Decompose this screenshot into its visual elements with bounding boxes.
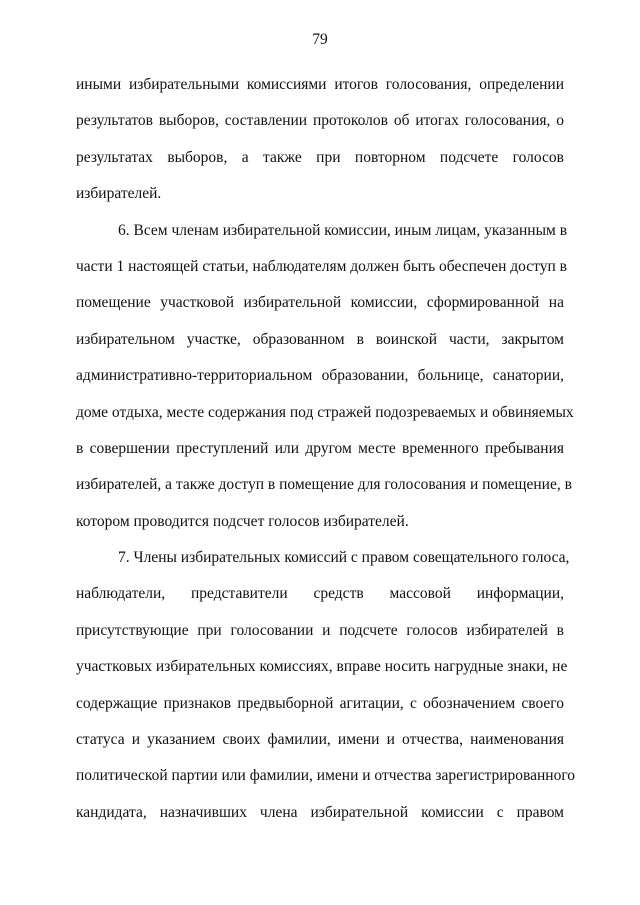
text-line: в совершении преступлений или другом месте временного пребывания xyxy=(76,439,564,457)
text-line: доме отдыха, месте содержания под стражей подозреваемых и обвиняемых xyxy=(76,403,574,421)
text-line: избирателей, а также доступ в помещение для голосования и помещение, в xyxy=(76,476,572,494)
paragraph-6-first-line: 6. Всем членам избирательной комиссии, иным лицам, указанным в xyxy=(118,221,568,239)
text-line: избирательном участке, образованном в воинской части, закрытом xyxy=(76,330,564,348)
text-line: содержащие признаков предвыборной агитации, с обозначением своего xyxy=(76,694,564,712)
text-line: участковых избирательных комиссиях, вправе носить нагрудные знаки, не xyxy=(76,658,568,676)
text-line: иными избирательными комиссиями итогов голосования, определении xyxy=(76,76,564,93)
text-line: статуса и указанием своих фамилии, имени и отчества, наименования xyxy=(76,731,564,749)
text-line: присутствующие при голосовании и подсчете голосов избирателей в xyxy=(76,621,564,639)
text-line: избирателей. xyxy=(76,185,162,203)
text-line: результатах выборов, а также при повторном подсчете голосов xyxy=(76,148,564,166)
paragraph-7-first-line: 7. Члены избирательных комиссий с правом совещательного голоса, xyxy=(118,549,570,567)
text-line: наблюдатели, представители средств массовой информации, xyxy=(76,585,564,603)
document-body xyxy=(76,67,576,831)
text-line: котором проводится подсчет голосов избирателей. xyxy=(76,512,409,530)
text-line: административно-территориальном образовании, больнице, санатории, xyxy=(76,367,564,385)
text-line: политической партии или фамилии, имени и отчества зарегистрированного xyxy=(76,767,576,785)
text-line: помещение участковой избирательной комиссии, сформированной на xyxy=(76,294,564,312)
page-number: 79 xyxy=(312,31,328,48)
text-line: кандидата, назначивших члена избирательной комиссии с правом xyxy=(76,803,564,821)
text-line: результатов выборов, составлении протоколов об итогах голосования, о xyxy=(76,112,564,130)
text-line: части 1 настоящей статьи, наблюдателям должен быть обеспечен доступ в xyxy=(76,257,567,275)
